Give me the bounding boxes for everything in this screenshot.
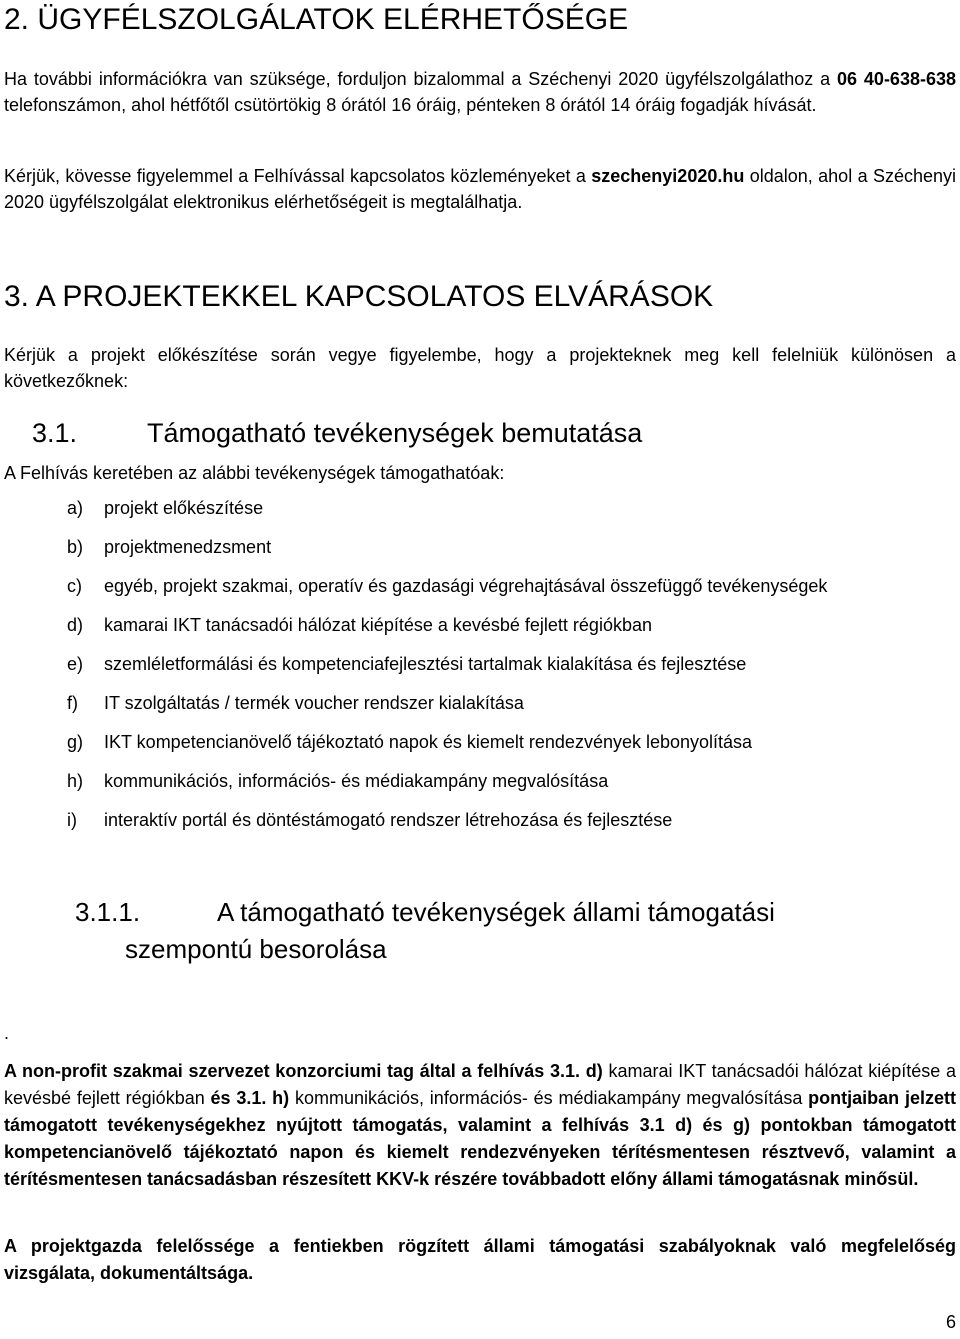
section-3-1-number: 3.1. [32,418,78,448]
list-item: interaktív portál és döntéstámogató rendszer létrehozása és fejlesztése [104,810,673,830]
contact-text: Ha további információkra van szüksége, forduljon bizalommal a Széchenyi 2020 ügyfélszolgálathoz a [4,69,838,89]
state-aid-text-2: kamarai IKT tanácsadói hálózat kiépítése a kevésbé fejlett régiókban [4,1061,956,1108]
list-item-label: b) [67,537,84,557]
section-3-1-title: Támogatható tevékenységek bemutatása [147,418,643,448]
list-item-label: i) [67,810,77,830]
list-item-label: c) [67,576,82,596]
list-item-label: e) [67,654,84,674]
list-item: kamarai IKT tanácsadói hálózat kiépítése a kevésbé fejlett régiókban [104,615,652,635]
state-aid-paragraph [4,1058,956,1193]
section-2-heading: 2. ÜGYFÉLSZOLGÁLATOK ELÉRHETŐSÉGE [4,3,629,36]
stray-dot: . [4,1023,10,1043]
section-3-1-1-title-line1: A támogatható tevékenységek állami támogatási [217,897,775,927]
section-3-heading: 3. A PROJEKTEKKEL KAPCSOLATOS ELVÁRÁSOK [4,280,714,313]
section-3-1-intro: A Felhívás keretében az alábbi tevékenységek támogathatóak: [4,463,505,483]
list-item: egyéb, projekt szakmai, operatív és gazdasági végrehajtásával összefüggő tevékenységek [104,576,828,596]
website-paragraph [4,163,956,215]
website-text: Kérjük, kövesse figyelemmel a Felhívással kapcsolatos közleményeket a [4,166,592,186]
list-item-label: h) [67,771,84,791]
list-item-label: f) [67,693,78,713]
phone-number: 06 40-638-638 [837,69,956,89]
responsibility-paragraph: A projektgazda felelőssége a fentiekben rögzített állami támogatási szabályoknak való megfelelőség vizsgálata, dokumentáltsága. [4,1236,956,1283]
state-aid-text-1: A non-profit szakmai szervezet konzorciumi tag által a felhívás 3.1. d) [4,1061,603,1081]
list-item: IKT kompetencianövelő tájékoztató napok és kiemelt rendezvények lebonyolítása [104,732,753,752]
state-aid-text-5: pontjaiban jelzett támogatott tevékenységekhez nyújtott támogatás, valamint a felhívás 3.1 d) és g) pontokban támogatott kompetencianövelő tájékoztató napon és kiemelt rendezvényeken térítésmentesen résztvevő, valamint a térítésmentesen tanácsadásban részesített KKV-k részére továbbadott előny állami támogatásnak minősül. [4,1088,956,1189]
website-link[interactable]: szechenyi2020.hu [591,166,745,186]
website-rest-text: oldalon, ahol a Széchenyi 2020 ügyfélszolgálat elektronikus elérhetőségeit is megtalálhatja. [4,166,957,212]
page-number: 6 [945,1312,956,1332]
list-item-label: a) [67,498,84,518]
list-item-label: d) [67,615,84,635]
section-3-1-1-number: 3.1.1. [75,897,141,927]
state-aid-text-3: és 3.1. h) [210,1088,290,1108]
list-item-label: g) [67,732,84,752]
state-aid-text-4: kommunikációs, információs- és médiakampány megvalósítása [289,1088,809,1108]
list-item: szemléletformálási és kompetenciafejlesztési tartalmak kialakítása és fejlesztése [104,654,747,674]
section-3-1-1-title-line2: szempontú besorolása [125,934,387,964]
section-3-intro: Kérjük a projekt előkészítése során vegye figyelembe, hogy a projekteknek meg kell felelniük különösen a következőknek: [4,345,956,391]
contact-paragraph [4,66,956,118]
list-item: kommunikációs, információs- és médiakampány megvalósítása [104,771,609,791]
list-item: projekt előkészítése [104,498,264,518]
list-item: projektmenedzsment [104,537,272,557]
contact-hours-text: telefonszámon, ahol hétfőtől csütörtökig 8 órától 16 óráig, pénteken 8 órától 14 óráig fogadják hívását. [4,95,817,115]
list-item: IT szolgáltatás / termék voucher rendszer kialakítása [104,693,524,713]
